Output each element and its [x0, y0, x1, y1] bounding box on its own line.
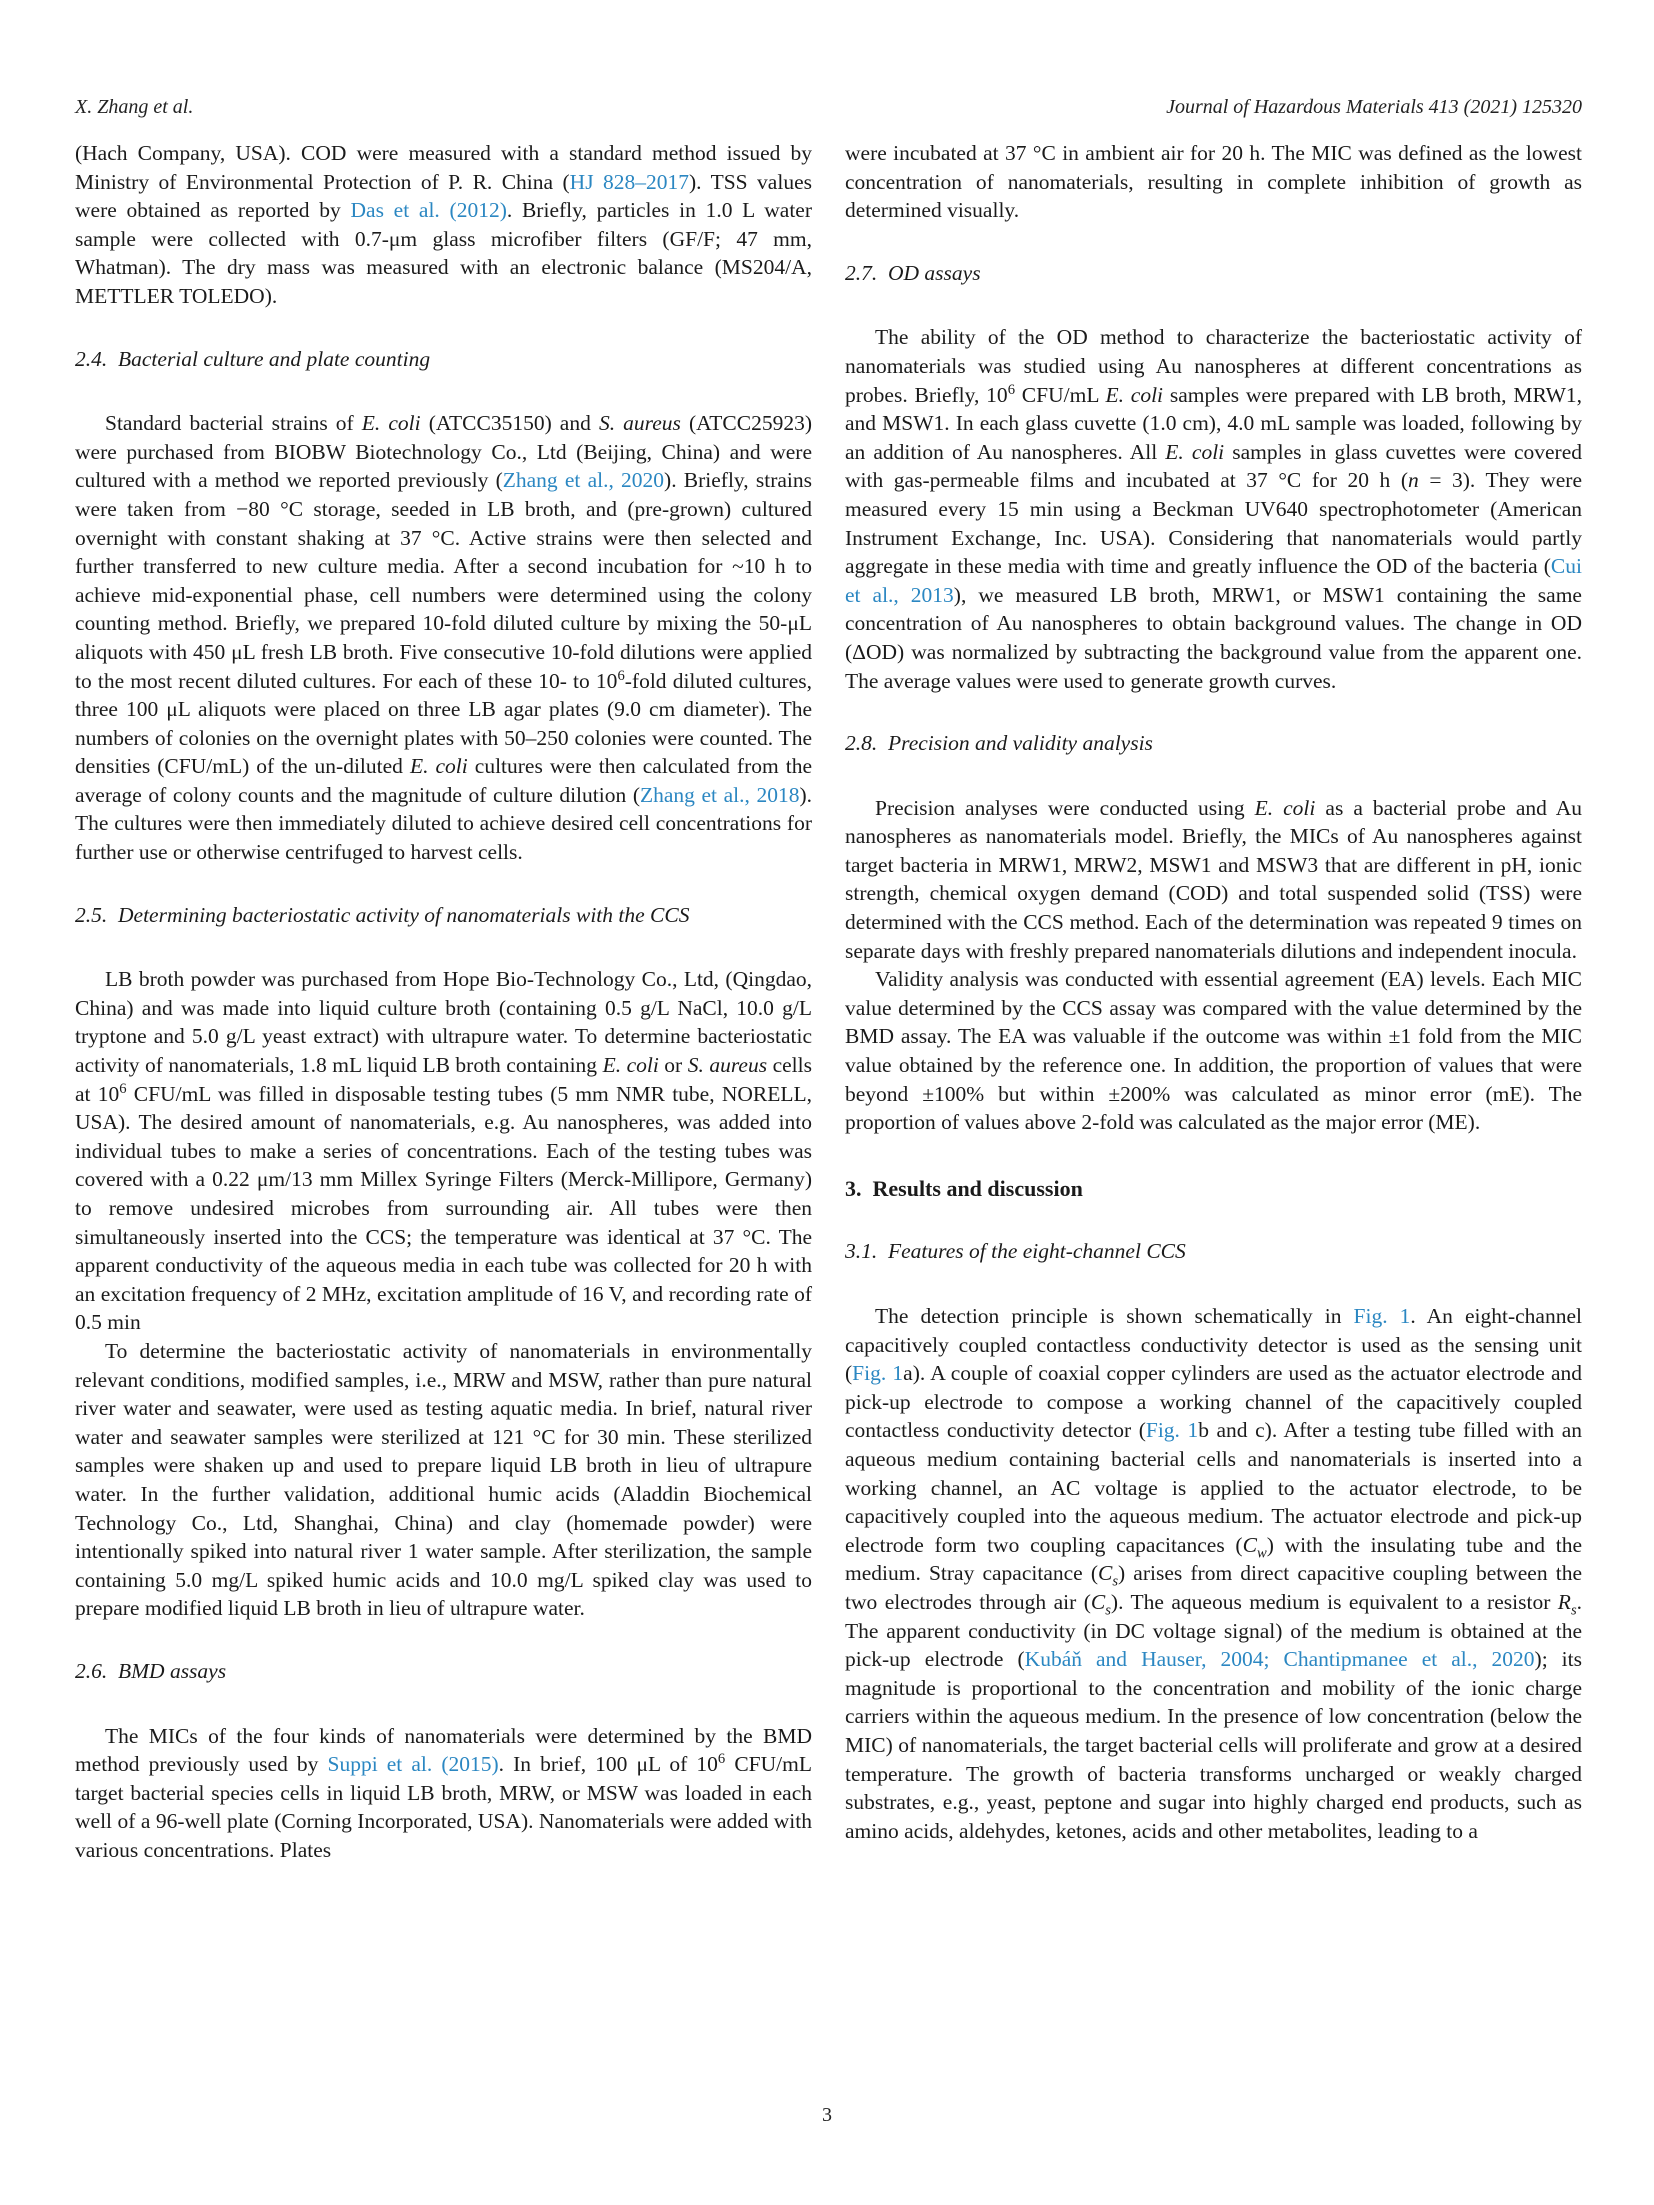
citation-link[interactable]: HJ 828–2017 — [569, 169, 689, 194]
heading-3-1: 3.1. Features of the eight-channel CCS — [845, 1239, 1186, 1264]
heading-3-results: 3. Results and discussion — [845, 1175, 1083, 1201]
citation-link[interactable]: Suppi et al. (2015) — [327, 1752, 499, 1777]
para-bmd: The MICs of the four kinds of nanomaterials were determined by the BMD method previously used by Suppi et al. (2015). In brief, 100 μL of $10^6$ CFU/mL target bacterial species cells in liquid LB broth, MRW, or MSW was loaded in each well of a 96-well plate (Corning Incorporated, USA). Nanomaterials were added with various concentrations. Plates — [75, 1723, 812, 1862]
citation-link[interactable]: Fig. 1 — [1145, 1418, 1199, 1443]
heading-2-8: 2.8. Precision and validity analysis — [845, 731, 1153, 756]
citation-link[interactable]: Fig. 1 — [1353, 1304, 1411, 1328]
para-mic-definition: were incubated at 37 °C in ambient air for 20 h. The MIC was defined as the lowest concentration of nanomaterials, resulting in complete inhibition of growth as determined visually. — [845, 141, 1582, 223]
para-cod-tss: (Hach Company, USA). COD were measured with a standard method issued by Ministry of Environmental Protection of P. R. China (HJ 828–2017). TSS values were obtained as reported by Das et al. (2012). Briefly, particles in 1.0 L water sample were collected with 0.7-μm glass microfiber filters (GF/F; 47 mm, Whatman). The dry mass was measured with an electronic balance (MS204/A, METTLER TOLEDO). — [75, 141, 812, 308]
para-precision: Precision analyses were conducted using E. coli as a bacterial probe and Au nanospheres as nanomaterials model. Briefly, the MICs of Au nanospheres against target bacteria in MRW1, MRW2, MSW1 and MSW3 that are different in pH, ionic strength, chemical oxygen demand (COD) and total suspended solid (TSS) were determined with the CCS method. Each of the determination was repeated 9 times on separate days with freshly prepared nanomaterials dilutions and independent inocula. — [845, 795, 1582, 963]
para-modified-samples: To determine the bacteriostatic activity of nanomaterials in environmentally relevant conditions, modified samples, i.e., MRW and MSW, rather than pure natural river water and seawater, were used as testing aquatic media. In brief, natural river water and seawater samples were sterilized at 121 °C for 30 min. These sterilized samples were shaken up and used to prepare liquid LB broth in lieu of ultrapure water. In the further validation, additional humic acids (Aladdin Biochemical Technology Co., Ltd, Shanghai, China) and clay (homemade powder) were intentionally spiked into natural river 1 water sample. After sterilization, the sample containing 5.0 mg/L spiked humic acids and 10.0 mg/L spiked clay was used to prepare modified liquid LB broth in lieu of ultrapure water. — [75, 1338, 812, 1621]
right-column — [845, 139, 1582, 1864]
citation-link[interactable]: Fig. 1 — [852, 1361, 904, 1386]
heading-2-5: 2.5. Determining bacteriostatic activity of nanomaterials with the CCS — [75, 902, 690, 927]
para-bacterial-culture: Standard bacterial strains of E. coli (ATCC35150) and S. aureus (ATCC25923) were purchased from BIOBW Biotechnology Co., Ltd (Beijing, China) and were cultured with a method we reported previously (Zhang et al., 2020). Briefly, strains were taken from −80 °C storage, seeded in LB broth, and (pre-grown) cultured overnight with constant shaking at 37 °C. Active strains were then selected and further transferred to new culture media. After a second incubation for ~10 h to achieve mid-exponential phase, cell numbers were determined using the colony counting method. Briefly, we prepared 10-fold diluted culture by mixing the 50-μL aliquots with 450 μL fresh LB broth. Five consecutive 10-fold dilutions were applied to the most recent diluted cultures. For each of these 10- to $10^6$-fold diluted cultures, three 100 μL aliquots were placed on three LB agar plates (9.0 cm diameter). The numbers of colonies on the overnight plates with 50–250 colonies were counted. The densities (CFU/mL) of the un-diluted E. coli cultures were then calculated from the average of colony counts and the magnitude of culture dilution (Zhang et al., 2018). The cultures were then immediately diluted to achieve desired cell concentrations for further use or otherwise centrifuged to harvest cells. — [75, 411, 813, 865]
left-column — [75, 139, 812, 1864]
para-detection-principle: The detection principle is shown schematically in Fig. 1. An eight-channel capacitively coupled contactless conductivity detector is used as the sensing unit (Fig. 1a). A couple of coaxial copper cylinders are used as the actuator electrode and pick-up electrode to compose a working channel of the capacitively coupled contactless conductivity detector (Fig. 1b and c). After a testing tube filled with an aqueous medium containing bacterial cells and nanomaterials is inserted into a working channel, an AC voltage is applied to the actuator electrode, to be capacitively coupled into the aqueous medium. The actuator electrode and pick-up electrode form two coupling capacitances $(C_w)$ with the insulating tube and the medium. Stray capacitance $(C_s)$ arises from direct capacitive coupling between the two electrodes through air $(C_s)$. The aqueous medium is equivalent to a resistor $R_s$. The apparent conductivity (in DC voltage signal) of the medium is obtained at the pick-up electrode (Kubáň and Hauser, 2004; Chantipmanee et al., 2020); its magnitude is proportional to the concentration and mobility of the ionic charge carriers within the aqueous medium. In the presence of low concentration (below the MIC) of nanomaterials, the target bacterial cells will proliferate and grow at a desired temperature. The growth of bacteria transforms uncharged or weakly charged substrates, e.g., yeast, peptone and sugar into highly charged end products, such as amino acids, aldehydes, ketones, acids and other metabolites, leading to a — [845, 1304, 1583, 1843]
citation-link[interactable]: Zhang et al., 2020 — [502, 468, 665, 493]
para-lb-broth: LB broth powder was purchased from Hope Bio-Technology Co., Ltd, (Qingdao, China) and was made into liquid culture broth (containing 0.5 g/L NaCl, 10.0 g/L tryptone and 5.0 g/L yeast extract) with ultrapure water. To determine bacteriostatic activity of nanomaterials, 1.8 mL liquid LB broth containing E. coli or S. aureus cells at $10^6$ CFU/mL was filled in disposable testing tubes (5 mm NMR tube, NORELL, USA). The desired amount of nanomaterials, e.g. Au nanospheres, was added into individual tubes to make a series of concentrations. Each of the testing tubes was covered with a 0.22 μm/13 mm Millex Syringe Filters (Merck-Millipore, Germany) to remove undesired microbes from surrounding air. All tubes were then simultaneously inserted into the CCS; the temperature was identical at 37 °C. The apparent conductivity of the aqueous media in each tube was collected for 20 h with an excitation frequency of 2 MHz, excitation amplitude of 16 V, and recording rate of 0.5 min — [75, 967, 812, 1335]
citation-link[interactable]: Zhang et al., 2018 — [639, 782, 800, 807]
heading-2-6: 2.6. BMD assays — [75, 1658, 227, 1683]
para-od-assays: The ability of the OD method to characterize the bacteriostatic activity of nanomaterials was studied using Au nanospheres at different concentrations as probes. Briefly, $10^6$ CFU/mL E. coli samples were prepared with LB broth, MRW1, and MSW1. In each glass cuvette (1.0 cm), 4.0 mL sample was loaded, following by an addition of Au nanospheres. All E. coli samples in glass cuvettes were covered with gas-permeable films and incubated at 37 °C for 20 h (n = 3). They were measured every 15 min using a Beckman UV640 spectrophotometer (American Instrument Exchange, Inc. USA). Considering that nanomaterials would partly aggregate in these media with time and greatly influence the OD of the bacteria (Cui et al., 2013), we measured LB broth, MRW1, or MSW1 containing the same concentration of Au nanospheres to obtain background values. The change in OD (ΔOD) was normalized by subtracting the background value from the apparent one. The average values were used to generate growth curves. — [845, 325, 1583, 693]
citation-link[interactable]: Das et al. (2012) — [350, 198, 507, 223]
heading-2-7: 2.7. OD assays — [845, 260, 981, 285]
running-header-author: X. Zhang et al. — [75, 96, 194, 118]
citation-link[interactable]: Cui et al., 2013 — [845, 554, 1582, 607]
citation-link[interactable]: Kubáň and Hauser, 2004; Chantipmanee et al., 2020 — [1024, 1647, 1535, 1672]
heading-2-4: 2.4. Bacterial culture and plate counting — [75, 346, 431, 371]
two-column-body — [75, 139, 1582, 1864]
page-number: 3 — [822, 2104, 832, 2126]
running-header-journal: Journal of Hazardous Materials 413 (2021) 125320 — [1166, 96, 1582, 118]
running-header — [75, 96, 1582, 119]
para-validity: Validity analysis was conducted with essential agreement (EA) levels. Each MIC value determined by the CCS assay was compared with the value determined by the BMD assay. The EA was valuable if the outcome was within ±1 fold from the MIC value obtained by the reference one. In addition, the proportion of values that were beyond ±100% but within ±200% was calculated as minor error (mE). The proportion of values above 2-fold was calculated as the major error (ME). — [845, 967, 1582, 1135]
